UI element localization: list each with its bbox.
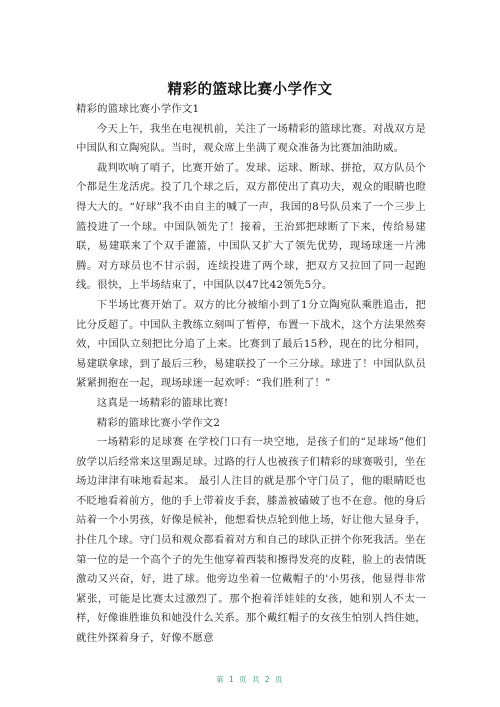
paragraph: 今天上午，我坐在电视机前，关注了一场精彩的篮球比赛。对战双方是中国队和立陶宛队。当时，观众席上坐满了观众准备为比赛加油助威。 [76, 122, 426, 155]
paragraph: 这真是一场精彩的篮球比赛! [96, 396, 229, 409]
paragraph: 精彩的篮球比赛小学作文2 [96, 416, 221, 429]
paragraph: 精彩的篮球比赛小学作文1 [76, 103, 200, 115]
document-title: 精彩的篮球比赛小学作文 [167, 82, 333, 98]
paragraph: 下半场比赛开始了。双方的比分被缩小到了1分立陶宛队乘胜追击，把比分反超了。中国队主教练立刻叫了暂停，布置一下战术，这个方法果然奏效，中国队立刻把比分追了上来。比赛到了最后15秒，现在的比分相同，易建联拿球，到了最后三秒，易建联投了一个三分球。球进了！中国队队员紧紧拥抱在一起，现场球迷一起欢呼：“我们胜利了！” [76, 298, 426, 390]
paragraph: 裁判吹响了哨子，比赛开始了。发球、运球、断球、拼抢，双方队员个个都是生龙活虎。投了几个球之后，双方都使出了真功夫，观众的眼睛也瞪得大大的。“好球”我不由自主的喊了一声，我国的8号队员来了一个三步上篮投进了一个球。中国队领先了！接着，王治郅把球断了下来，传给易建联，易建联来了个双手灌篮，中国队又扩大了领先优势，现场球迷一片沸腾。对方球员也不甘示弱，连续投进了两个球，把双方又拉回了同一起跑线。很快，上半场结束了，中国队以47比42领先5分。 [76, 161, 426, 292]
document-body [76, 100, 426, 649]
paragraph: 一场精彩的足球赛 在学校门口有一块空地，是孩子们的“足球场”他们放学以后经常来这里踢足球。过路的行人也被孩子们精彩的球赛吸引，坐在场边津津有味地看起来。 最引人注目的就是那个守门员了，他的眼睛眨也不眨地看着前方，他的手上带着皮手套，膝盖被磕破了也不在意。他的身后站着一个小男孩，好像是候补，他想看快点轮到他上场，好让他大显身手，扑住几个球。守门员和观众都看着对方和自己的球队正拼个你死我活。坐在第一位的是一个高个子的先生他穿着西装和擦得发亮的皮鞋，脸上的表情既激动又兴奋，好，进了球。他旁边坐着一位戴帽子的'小男孩，他显得非常紧张，可能是比赛太过激烈了。那个抱着洋娃娃的女孩，她和别人不太一样，好像谁胜谁负和她没什么关系。那个戴红帽子的女孩生怕别人挡住她，就往外探着身子，好像不愿意 [76, 436, 426, 645]
page-footer: 第 1 页 共 2 页 [216, 675, 284, 684]
